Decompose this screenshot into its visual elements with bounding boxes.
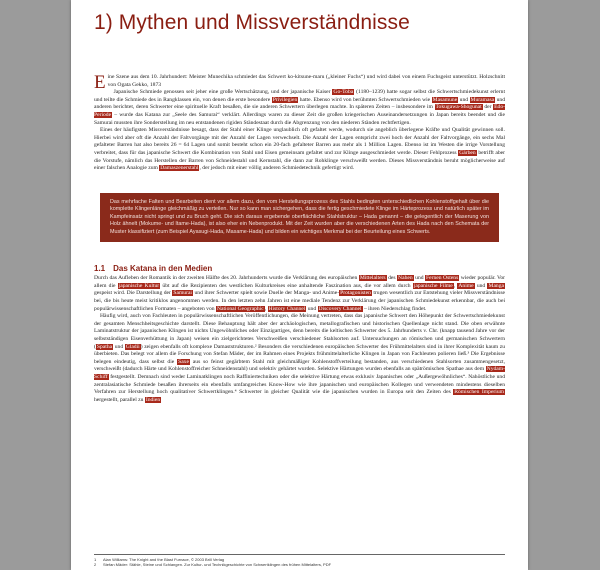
section-heading	[94, 264, 505, 273]
wiki-link-indien[interactable]: Indien	[145, 396, 161, 403]
footnote: 2 Stefan Mäder: Stähle, Steine und Schlangen. Zur Kultur- und Technikgeschichte von Schwertklingen des frühen Mittelalters, PDF	[94, 562, 332, 567]
wiki-link-mittelalters[interactable]: Mittelalters	[359, 275, 386, 282]
wiki-link-fernen-ostens[interactable]: Fernen Ostens	[426, 275, 459, 282]
info-box	[100, 193, 499, 243]
section-title: Das Katana in den Medien	[113, 264, 213, 274]
wiki-link-history-channel[interactable]: History Channel	[268, 305, 306, 312]
wiki-link-samurai[interactable]: Samurai	[173, 290, 192, 297]
wiki-link-anime[interactable]: Anime	[458, 282, 474, 289]
paragraph: Durch das Aufleben der Romantik in der zweiten Hälfte des 20. Jahrhunderts wurde die Verklärung des europäischen Mittelalters des Nahen und Fernen Ostens wieder populär. Vor allem die japanische Kultur übt auf die Rezipienten des westlichen Kulturkreises eine anhaltende Faszination aus, die vor allem durch japanische Filme, Anime und Manga gespeist wird. Die Darstellung der Samurai und ihrer Schwerter spielt sowie Duelle der Manga- und Anime-Protagonisten trugen wesentlich zur Entstehung vieler Missverständnisse bei, die bis heute meist kritiklos angenommen werden. In den letzten zehn Jahren ist eine mediale Tendenz zur Verklärung der japanischen Schmiedekunst erkennbar, die auch bei populärwissenschaftlichen Formaten – angeboten von National Geographic, History Channel und Discovery Channel – ihren Niederschlag findet.	[94, 275, 506, 312]
wiki-link-spatha[interactable]: Spatha	[96, 343, 113, 350]
paragraph: Eines der häufigsten Missverständnisse besagt, dass der Stahl einer Klinge unglaublich oft gefaltet werde, wodurch sie angeblich überlegene Kräfte und Qualität gewinnen soll. Hierbei wird aber oft die Anzahl der Faltvorgänge mit der Anzahl der Lagen verwechselt. Die Anzahl der Lagen entspricht zwei hoch der Anzahl der Faltvorgänge, ein sechs Mal gefalteter Barren hat also bereits 26 = 64 Lagen und somit besteht schon ein 20-fach gefalteter Barren aus mehr als 1 Million Lagen. Ebenso ist im Westen die irrige Vorstellung verbreitet, dass für das japanische Schwert die Kombination von Stahl und Eisen gemeinsam gefaltet und zur Klinge ausgeschmiedet werde. Dieser Fehlprozess Gärben betrifft aber die Vorstufe, nämlich das Herstellen der Barren von Schneidestahl und Kernstahl, die dann zur Rohklinge verschweißt werden. Dieses Missverständnis beruht möglicherweise auf einer falschen Analogie zum Damaszenerstahl, der jedoch mit einer völlig anderen Schmiedetechnik gefertigt wird.	[94, 127, 505, 172]
paragraph: Japanische Schmiede genossen seit jeher eine große Wertschätzung, und der japanische Kaiser Go-Toba (1180–1239) hatte sogar selbst die Schwertschmiedekunst erlernt und teilte die Schmiede des in Rangklassen ein, von denen die erste besondere Privilegien hatte. Ebenso wird von berühmten Schwertschmieden wie Masamune und Muramasa und anderen berichtet, deren Schwerter eine spirituelle Kraft besaßen, die sie anderen Schwertern überlegen machte. In späteren Zeiten – insbesondere im Tokugawa-Shogunat der Edo-Periode – wurde das Katana zur „Seele des Samurai“ verklärt. Allerdings waren zu dieser Zeit die großen kriegerischen Auseinandersetzungen in Japan bereits beendet und die Samurai mussten ihre Sonderstellung im neu entstandenen rigiden Ständestaat durch die Abgrenzung von den niederen Ständen rechtfertigen.	[94, 89, 505, 126]
wiki-link-gaerben[interactable]: Gärben	[459, 149, 476, 156]
wiki-link-discovery-channel[interactable]: Discovery Channel	[318, 305, 362, 312]
drop-cap: E	[94, 72, 106, 93]
wiki-link-roemisches-imperium[interactable]: Römischen Imperium	[454, 389, 504, 396]
wiki-link-gladii[interactable]: Gladii	[125, 343, 140, 350]
wiki-link-manga[interactable]: Manga	[488, 282, 505, 289]
wiki-link-nahen[interactable]: Nahen	[398, 275, 413, 282]
wiki-link-saxe[interactable]: Saxe	[178, 358, 189, 365]
intro-text: ine Szene aus dem 10. Jahrhundert: Meister Munechika schmiedet das Schwert ko-kitsune-maru („kleiner Fuchs“) und wird dabei von einem Fuchsgeist unterstützt. Holzschnitt von Ogata Gekko, 1873	[107, 74, 505, 88]
wiki-link-japanische-filme[interactable]: japanische Filme	[413, 282, 453, 289]
wiki-link-edo-periode[interactable]: Edo-Periode	[94, 104, 505, 118]
wiki-link-masamune[interactable]: Masamune	[432, 96, 458, 103]
chapter-title: 1) Mythen und Missverständnisse	[94, 11, 410, 34]
wiki-link-protagonisten[interactable]: Protagonisten	[340, 290, 371, 297]
document-page	[71, 0, 528, 570]
wiki-link-go-toba[interactable]: Go-Toba	[333, 89, 354, 96]
wiki-link-privilegien[interactable]: Privilegien	[272, 96, 298, 103]
wiki-link-damaszenerstahl[interactable]: Damaszenerstahl	[160, 165, 199, 172]
paragraph: Häufig wird, auch von Fachleuten in populärwissenschaftlichen Veröffentlichungen, die Meinung vertreten, dass das japanische Schwert den Höhepunkt der Schwertschmiedekunst der gesamten Menschheitsgeschichte darstellt. Diese Behauptung hält aber der archäologischen, metallografischen und historischen Quellenlage nicht stand. Die oben erwähnte Laminatstruktur der japanischen Klingen ist nichts Ungewöhnliches oder Einzigartiges, denn bereits die keltischen Schwerter des 5. Jahrhunderts v. Chr. (knapp tausend Jahre vor der selbstständigen Eisenverhüttung in Japan) weisen ein zielgerichtetes Verschweißen verschiedener Stahlsorten auf. Untersuchungen an römischen und germanischen Schwertern (Spatha und Gladii) zeigen ebenfalls oft komplexe Damaststrukturen.² Besonders die verschiedenen europäischen Schwerter des Frühmittelalters sind in ihrer Komplexität kaum zu überbieten. Das belegt vor allem die Forschung von Stefan Mäder, der im Rahmen eines Projekts frühmittelalterliche Klingen in Japan von Fachleuten polieren ließ.³ Die Ergebnisse belegen eindeutig, dass selbst die Saxe aus so feinst gegärbtem Stahl mit gleichmäßiger Kohlenstoffverteilung bestanden, aus verschiedenen Stahlsorten zusammengesetzt, verschweißt (dadurch Härte und Kohlenstoffreicher Schneidenstahl) und selektiv gehärtet wurden. Selektive Härtungen wurden ebenfalls an spätrömischen Spathae aus dem Nydam-Schiff festgestellt. Demnach sind weder Laminatklingen noch Raffiniertechniken oder die selektive Härtung etwas exklusiv Japanisches oder „Außergewöhnliches“. Nahöstliche und zentralasiatische Schmiede besaßen ihrerseits ein ebenfalls umfangreiches Know-How wie ihre japanischen und europäischen Kollegen und verwendeten mindestens dieselben Verfahren zur Herstellung hoch qualitativer Schwertklingen.⁴ Schwerter in gleicher Qualität wie die japanischen wurden in Europa seit den Zeiten des Römischen Imperium hergestellt, parallel zu Indien	[94, 313, 505, 403]
footnotes	[94, 554, 505, 567]
wiki-link-national-geographic[interactable]: National Geographic	[216, 305, 264, 312]
wiki-link-nydam-schiff[interactable]: Nydam-Schiff	[94, 366, 505, 380]
info-box-text: Das mehrfache Falten und Bearbeiten dient vor allem dazu, den vom Herstellungsprozess des Stahls bedingten unterschiedlichen Kohlenstoffgehalt über die komplette Klingenlänge gleichmäßig zu verteilen. Nur so kann man sichergehen, dass die fertig geschmiedete Klinge im Härteprozess und natürlich später im Kampfeinsatz nicht springt und zu Bruch geht. Die sich daraus ergebende oberflächliche Stahlstruktur – Hada genannt – die gelegentlich der Maserung von Holz ähnelt (Mokume- und Itame-Hada), ist also eher ein Nebenprodukt. Mit der Zeit wurden aber die verschiedenen Arten des Hada nach den Schemata der Muster klassifiziert (zum Beispiel Ayasugi-Hada, Masame-Hada) und bilden ein wichtiges Merkmal bei der Beurteilung eines Schwerts.	[110, 198, 489, 235]
wiki-link-japanische-kultur[interactable]: japanische Kultur	[118, 282, 160, 289]
footnote: 1 Alan Williams: The Knight and the Blast Furnace, © 2003 Brill Verlag	[94, 557, 225, 562]
wiki-link-tokugawa-shogunat[interactable]: Tokugawa-Shogunat	[435, 104, 482, 111]
section-number: 1.1	[94, 264, 106, 274]
wiki-link-muramasa[interactable]: Muramasa	[470, 96, 495, 103]
